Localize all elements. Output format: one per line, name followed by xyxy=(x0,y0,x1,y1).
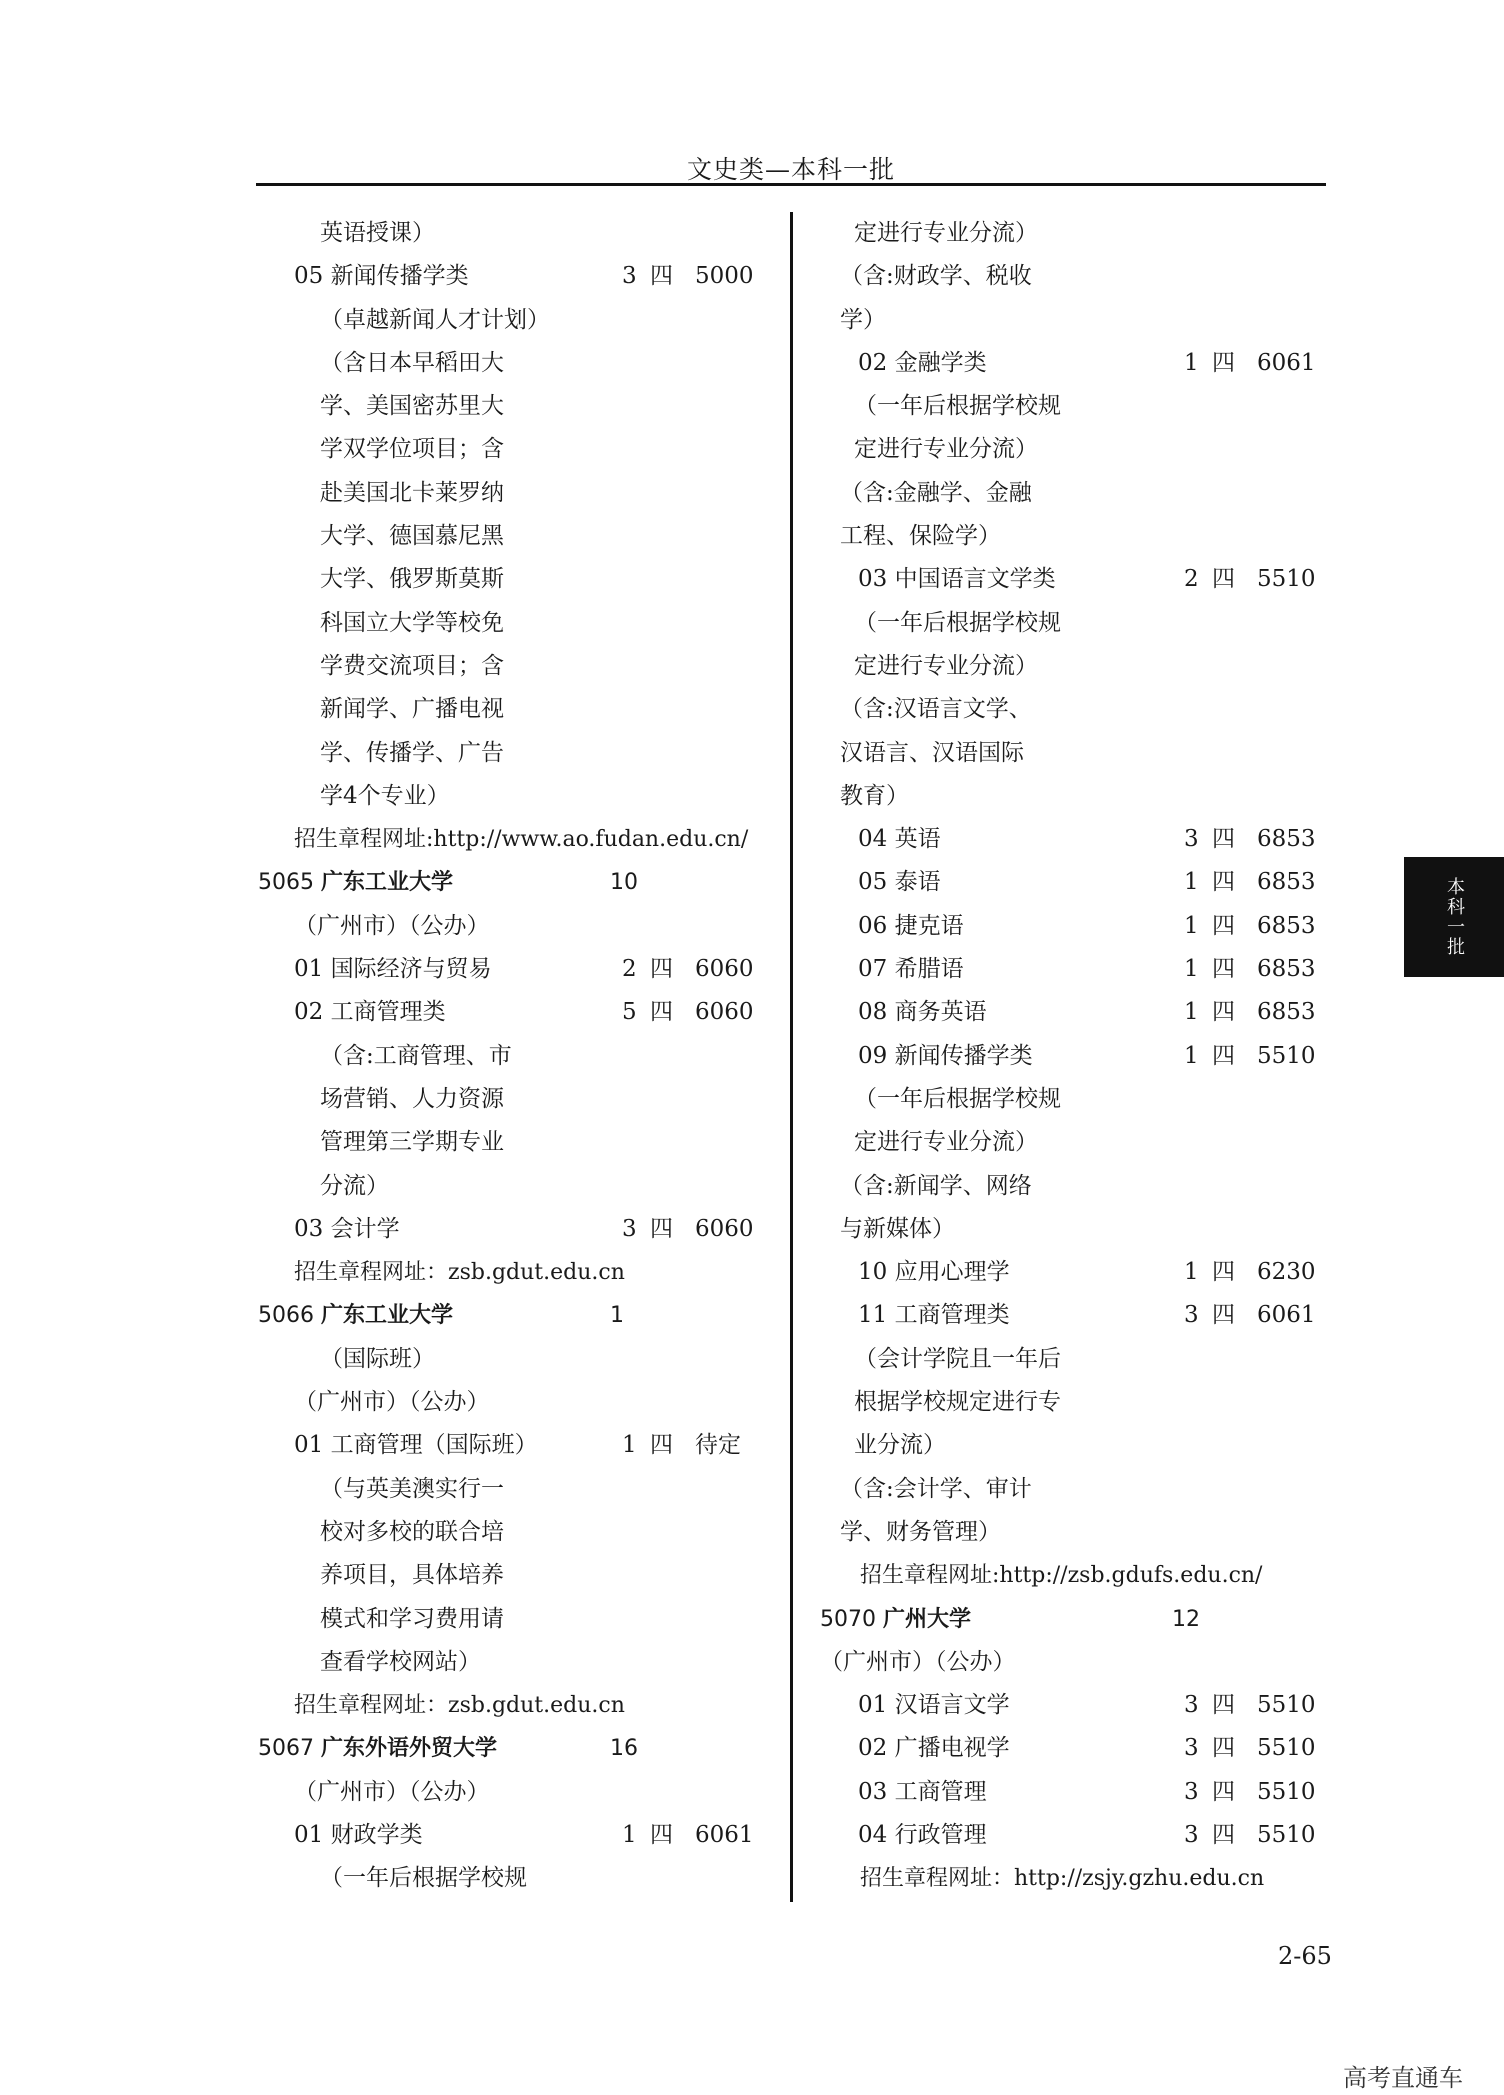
plan-count: 3 xyxy=(1184,1778,1199,1805)
major-name: 会计学 xyxy=(330,1215,400,1242)
admission-url: 招生章程网址:http://www.ao.fudan.edu.cn/ xyxy=(294,827,749,853)
major-line xyxy=(294,255,469,298)
note-line: 与新媒体） xyxy=(840,1215,955,1242)
right-column xyxy=(820,212,1360,1901)
row-major xyxy=(820,1771,1360,1814)
major-code: 01 xyxy=(294,956,324,983)
study-years: 四 xyxy=(1212,1778,1235,1805)
row-cont xyxy=(258,515,798,558)
row-major xyxy=(820,905,1360,948)
study-years: 四 xyxy=(1212,826,1235,853)
row-major xyxy=(258,948,798,991)
row-cont xyxy=(820,602,1360,645)
major-name: 商务英语 xyxy=(894,999,987,1026)
note-line: 学双学位项目；含 xyxy=(320,436,504,463)
row-major xyxy=(258,1814,798,1857)
plan-count: 1 xyxy=(610,1303,624,1329)
major-code: 06 xyxy=(858,912,888,939)
study-years: 四 xyxy=(1212,956,1235,983)
admission-url: 招生章程网址：zsb.gdut.edu.cn xyxy=(294,1260,625,1286)
row-major xyxy=(258,1424,798,1467)
major-name: 金融学类 xyxy=(894,349,987,376)
major-name: 泰语 xyxy=(894,869,941,896)
major-code: 05 xyxy=(294,263,324,290)
plan-count: 3 xyxy=(1184,1821,1199,1848)
row-major xyxy=(820,1684,1360,1727)
row-cont xyxy=(258,1641,798,1684)
note-line: 根据学校规定进行专 xyxy=(854,1389,1061,1416)
school-code: 5066 xyxy=(258,1303,314,1329)
tuition-fee: 5510 xyxy=(1257,1735,1316,1762)
page-header-title: 文史类—本科一批 xyxy=(686,155,895,184)
major-name: 行政管理 xyxy=(894,1821,987,1848)
major-code: 04 xyxy=(858,1821,888,1848)
major-code: 02 xyxy=(858,1735,888,1762)
major-name: 捷克语 xyxy=(894,912,964,939)
row-cont2 xyxy=(820,1165,1360,1208)
note-line: 定进行专业分流） xyxy=(854,652,1038,679)
note-line: （会计学院且一年后 xyxy=(854,1345,1061,1372)
note-line: 学4个专业） xyxy=(320,782,450,809)
study-years: 四 xyxy=(650,1432,673,1459)
row-major xyxy=(820,1727,1360,1770)
note-line: 工程、保险学） xyxy=(840,523,1001,550)
row-cont xyxy=(258,1857,798,1900)
school-location: （广州市）（公办） xyxy=(820,1648,1016,1675)
study-years: 四 xyxy=(1212,1692,1235,1719)
tuition-fee: 6230 xyxy=(1257,1259,1316,1286)
note-line: 学） xyxy=(840,306,886,333)
watermark: 高考直通车 xyxy=(1343,2064,1463,2092)
note-line: 汉语言、汉语国际 xyxy=(840,739,1024,766)
row-cont xyxy=(258,688,798,731)
note-line: （含日本早稻田大 xyxy=(320,349,504,376)
row-cont xyxy=(258,1554,798,1597)
row-cont xyxy=(820,1338,1360,1381)
row-cont2 xyxy=(820,1208,1360,1251)
major-code: 04 xyxy=(858,826,888,853)
row-url xyxy=(820,1554,1360,1597)
major-code: 02 xyxy=(858,349,888,376)
note-line: （一年后根据学校规 xyxy=(854,609,1061,636)
plan-count: 1 xyxy=(1184,956,1199,983)
row-cont xyxy=(258,1165,798,1208)
note-line: 英语授课） xyxy=(320,220,435,246)
tuition-fee: 6061 xyxy=(1257,1302,1316,1329)
study-years: 四 xyxy=(1212,1259,1235,1286)
study-years: 四 xyxy=(650,1821,673,1848)
row-cont2 xyxy=(820,515,1360,558)
tuition-fee: 6060 xyxy=(695,1215,754,1242)
row-cont xyxy=(258,645,798,688)
note-line: 校对多校的联合培 xyxy=(320,1518,504,1545)
row-major xyxy=(820,948,1360,991)
note-line: 场营销、人力资源 xyxy=(320,1085,504,1112)
tuition-fee: 6061 xyxy=(695,1821,754,1848)
study-years: 四 xyxy=(1212,1302,1235,1329)
plan-count: 1 xyxy=(1184,912,1199,939)
row-cont2 xyxy=(820,1468,1360,1511)
major-code: 10 xyxy=(858,1259,888,1286)
major-name: 广播电视学 xyxy=(894,1735,1010,1762)
row-cont xyxy=(258,1468,798,1511)
study-years: 四 xyxy=(1212,869,1235,896)
row-cont xyxy=(258,1035,798,1078)
tuition-fee: 5510 xyxy=(1257,1692,1316,1719)
note-line: （含:会计学、审计 xyxy=(840,1475,1032,1502)
row-cont xyxy=(258,212,798,255)
major-line xyxy=(858,948,964,991)
school-name: 广州大学 xyxy=(883,1606,972,1632)
note-line: 大学、俄罗斯莫斯 xyxy=(320,566,504,593)
study-years: 四 xyxy=(1212,1735,1235,1762)
row-url xyxy=(258,818,798,861)
major-line xyxy=(858,1251,1010,1294)
row-url xyxy=(258,1251,798,1294)
row-cont xyxy=(258,428,798,471)
plan-count: 1 xyxy=(1184,1259,1199,1286)
row-major xyxy=(258,1208,798,1251)
note-line: （卓越新闻人才计划） xyxy=(320,306,550,333)
row-cont xyxy=(258,1511,798,1554)
major-name: 工商管理类 xyxy=(330,999,446,1026)
study-years: 四 xyxy=(650,263,673,290)
note-line: 定进行专业分流） xyxy=(854,1129,1038,1156)
major-line xyxy=(858,1294,1010,1337)
row-cont xyxy=(258,472,798,515)
note-line: 定进行专业分流） xyxy=(854,220,1038,246)
plan-count: 3 xyxy=(622,263,637,290)
note-line: 模式和学习费用请 xyxy=(320,1605,504,1632)
row-school xyxy=(258,1294,798,1337)
plan-count: 5 xyxy=(622,999,637,1026)
major-line xyxy=(858,1771,987,1814)
major-line xyxy=(858,1727,1010,1770)
major-name: 应用心理学 xyxy=(894,1259,1010,1286)
plan-count: 3 xyxy=(1184,1302,1199,1329)
major-line xyxy=(858,558,1056,601)
plan-count: 3 xyxy=(1184,1735,1199,1762)
row-cont xyxy=(820,1078,1360,1121)
row-major xyxy=(820,342,1360,385)
tuition-fee: 5510 xyxy=(1257,1042,1316,1069)
major-name: 工商管理 xyxy=(894,1778,987,1805)
row-major xyxy=(820,558,1360,601)
note-line: 大学、德国慕尼黑 xyxy=(320,523,504,550)
row-cont2 xyxy=(820,688,1360,731)
note-line: （一年后根据学校规 xyxy=(854,1085,1061,1112)
plan-count: 1 xyxy=(1184,1042,1199,1069)
row-cont xyxy=(258,1078,798,1121)
plan-count: 3 xyxy=(1184,1692,1199,1719)
tuition-fee: 5000 xyxy=(695,263,754,290)
major-name: 新闻传播学类 xyxy=(894,1042,1033,1069)
plan-count: 12 xyxy=(1172,1606,1200,1632)
major-line xyxy=(858,905,964,948)
note-line: （含:新闻学、网络 xyxy=(840,1172,1032,1199)
major-code: 07 xyxy=(858,956,888,983)
major-line xyxy=(294,1424,538,1467)
row-cont xyxy=(820,428,1360,471)
row-major xyxy=(258,991,798,1034)
plan-count: 1 xyxy=(1184,869,1199,896)
note-line: 业分流） xyxy=(854,1432,946,1459)
section-side-tab xyxy=(1404,857,1504,977)
note-line: （一年后根据学校规 xyxy=(854,393,1061,420)
major-code: 03 xyxy=(858,566,888,593)
row-major xyxy=(820,1814,1360,1857)
major-name: 希腊语 xyxy=(894,956,964,983)
major-code: 08 xyxy=(858,999,888,1026)
note-line: 管理第三学期专业 xyxy=(320,1129,504,1156)
tuition-fee: 6060 xyxy=(695,956,754,983)
plan-count: 1 xyxy=(622,1821,637,1848)
major-line xyxy=(858,1814,987,1857)
row-school xyxy=(258,1727,798,1770)
plan-count: 1 xyxy=(1184,999,1199,1026)
major-line xyxy=(858,1035,1033,1078)
note-line: 养项目，具体培养 xyxy=(320,1562,504,1589)
header-rule xyxy=(256,183,1326,186)
tuition-fee: 5510 xyxy=(1257,1821,1316,1848)
school-code: 5070 xyxy=(820,1606,876,1632)
major-code: 03 xyxy=(294,1215,324,1242)
study-years: 四 xyxy=(1212,1042,1235,1069)
row-url xyxy=(820,1857,1360,1900)
major-line xyxy=(294,1208,400,1251)
row-cont2 xyxy=(820,732,1360,775)
major-code: 02 xyxy=(294,999,324,1026)
study-years: 四 xyxy=(1212,566,1235,593)
row-cont xyxy=(258,1598,798,1641)
row-cont xyxy=(258,342,798,385)
school-code: 5067 xyxy=(258,1736,314,1762)
plan-count: 3 xyxy=(622,1215,637,1242)
note-line: 教育） xyxy=(840,782,909,809)
row-cont2 xyxy=(820,1511,1360,1554)
tuition-fee: 6853 xyxy=(1257,999,1316,1026)
row-major xyxy=(820,1251,1360,1294)
major-name: 国际经济与贸易 xyxy=(330,956,492,983)
row-cont xyxy=(820,1424,1360,1467)
school-name: 广东工业大学 xyxy=(321,870,454,896)
major-line xyxy=(858,342,987,385)
major-code: 11 xyxy=(858,1302,888,1329)
row-cont2 xyxy=(820,255,1360,298)
major-line xyxy=(858,1684,1010,1727)
major-name: 工商管理类 xyxy=(894,1302,1010,1329)
row-loc xyxy=(258,905,798,948)
study-years: 四 xyxy=(1212,1821,1235,1848)
study-years: 四 xyxy=(1212,999,1235,1026)
row-cont2 xyxy=(820,472,1360,515)
plan-count: 1 xyxy=(622,1432,637,1459)
school-name: 广东工业大学 xyxy=(321,1303,454,1329)
side-tab-label: 本科一批 xyxy=(1444,877,1465,957)
tuition-fee: 6853 xyxy=(1257,956,1316,983)
row-cont xyxy=(258,385,798,428)
row-school xyxy=(820,1598,1360,1641)
note-line: （一年后根据学校规 xyxy=(320,1865,527,1892)
plan-count: 1 xyxy=(1184,349,1199,376)
plan-count: 2 xyxy=(1184,566,1199,593)
note-line: （含:金融学、金融 xyxy=(840,479,1032,506)
row-cont xyxy=(258,1121,798,1164)
note-line: 定进行专业分流） xyxy=(854,436,1038,463)
tuition-fee: 6061 xyxy=(1257,349,1316,376)
major-line xyxy=(858,861,941,904)
row-cont xyxy=(258,299,798,342)
note-line: 新闻学、广播电视 xyxy=(320,696,504,723)
major-name: 工商管理（国际班） xyxy=(330,1432,538,1459)
major-code: 01 xyxy=(294,1432,324,1459)
major-code: 01 xyxy=(858,1692,888,1719)
row-major xyxy=(820,1294,1360,1337)
tuition-fee: 6853 xyxy=(1257,912,1316,939)
row-cont xyxy=(258,602,798,645)
note-line: （含:汉语言文学、 xyxy=(840,696,1032,723)
note-line: 赴美国北卡莱罗纳 xyxy=(320,479,504,506)
row-major xyxy=(820,861,1360,904)
column-divider xyxy=(790,212,793,1902)
row-major xyxy=(820,818,1360,861)
row-major xyxy=(820,991,1360,1034)
note-line: 科国立大学等校免 xyxy=(320,609,504,636)
row-cont2 xyxy=(820,775,1360,818)
major-name: 英语 xyxy=(894,826,941,853)
note-line: （国际班） xyxy=(320,1345,435,1372)
major-name: 新闻传播学类 xyxy=(330,263,469,290)
note-line: （含:财政学、税收 xyxy=(840,263,1032,290)
row-cont xyxy=(820,1121,1360,1164)
row-cont xyxy=(258,775,798,818)
school-name: 广东外语外贸大学 xyxy=(321,1736,498,1762)
tuition-fee: 6060 xyxy=(695,999,754,1026)
plan-count: 16 xyxy=(610,1736,638,1762)
major-code: 09 xyxy=(858,1042,888,1069)
row-cont xyxy=(820,645,1360,688)
row-loc xyxy=(258,1771,798,1814)
row-school xyxy=(258,861,798,904)
note-line: 学、美国密苏里大 xyxy=(320,393,504,420)
major-line xyxy=(858,991,987,1034)
row-loc xyxy=(258,1381,798,1424)
study-years: 四 xyxy=(650,999,673,1026)
school-location: （广州市）（公办） xyxy=(294,912,490,939)
plan-count: 2 xyxy=(622,956,637,983)
study-years: 四 xyxy=(1212,912,1235,939)
plan-count: 3 xyxy=(1184,826,1199,853)
major-name: 财政学类 xyxy=(330,1821,423,1848)
major-line xyxy=(294,1814,423,1857)
tuition-fee: 待定 xyxy=(695,1432,741,1459)
school-line xyxy=(820,1598,971,1641)
row-major xyxy=(258,255,798,298)
admission-url: 招生章程网址:http://zsb.gdufs.edu.cn/ xyxy=(860,1563,1263,1589)
row-cont xyxy=(820,1381,1360,1424)
school-location: （广州市）（公办） xyxy=(294,1389,490,1416)
tuition-fee: 6853 xyxy=(1257,869,1316,896)
note-line: 学、传播学、广告 xyxy=(320,739,504,766)
note-line: 学、财务管理） xyxy=(840,1518,1001,1545)
note-line: 分流） xyxy=(320,1172,389,1199)
note-line: （与英美澳实行一 xyxy=(320,1475,504,1502)
admission-url: 招生章程网址：http://zsjy.gzhu.edu.cn xyxy=(860,1866,1265,1892)
row-cont xyxy=(258,732,798,775)
major-name: 汉语言文学 xyxy=(894,1692,1010,1719)
left-column xyxy=(258,212,798,1901)
page-number: 2-65 xyxy=(1278,1942,1332,1970)
row-cont xyxy=(820,385,1360,428)
tuition-fee: 6853 xyxy=(1257,826,1316,853)
row-loc xyxy=(820,1641,1360,1684)
major-code: 05 xyxy=(858,869,888,896)
row-cont xyxy=(258,1338,798,1381)
major-line xyxy=(858,818,941,861)
major-code: 01 xyxy=(294,1821,324,1848)
tuition-fee: 5510 xyxy=(1257,566,1316,593)
row-url xyxy=(258,1684,798,1727)
school-line xyxy=(258,861,453,904)
note-line: （含:工商管理、市 xyxy=(320,1042,512,1069)
admission-url: 招生章程网址：zsb.gdut.edu.cn xyxy=(294,1693,625,1719)
row-cont xyxy=(258,558,798,601)
plan-count: 10 xyxy=(610,870,638,896)
major-line xyxy=(294,991,446,1034)
school-code: 5065 xyxy=(258,870,314,896)
note-line: 查看学校网站） xyxy=(320,1648,481,1675)
major-code: 03 xyxy=(858,1778,888,1805)
row-cont xyxy=(820,212,1360,255)
school-location: （广州市）（公办） xyxy=(294,1778,490,1805)
school-line xyxy=(258,1294,453,1337)
tuition-fee: 5510 xyxy=(1257,1778,1316,1805)
major-line xyxy=(294,948,492,991)
study-years: 四 xyxy=(1212,349,1235,376)
row-major xyxy=(820,1035,1360,1078)
major-name: 中国语言文学类 xyxy=(894,566,1056,593)
school-line xyxy=(258,1727,497,1770)
study-years: 四 xyxy=(650,956,673,983)
note-line: 学费交流项目；含 xyxy=(320,652,504,679)
study-years: 四 xyxy=(650,1215,673,1242)
row-cont2 xyxy=(820,299,1360,342)
